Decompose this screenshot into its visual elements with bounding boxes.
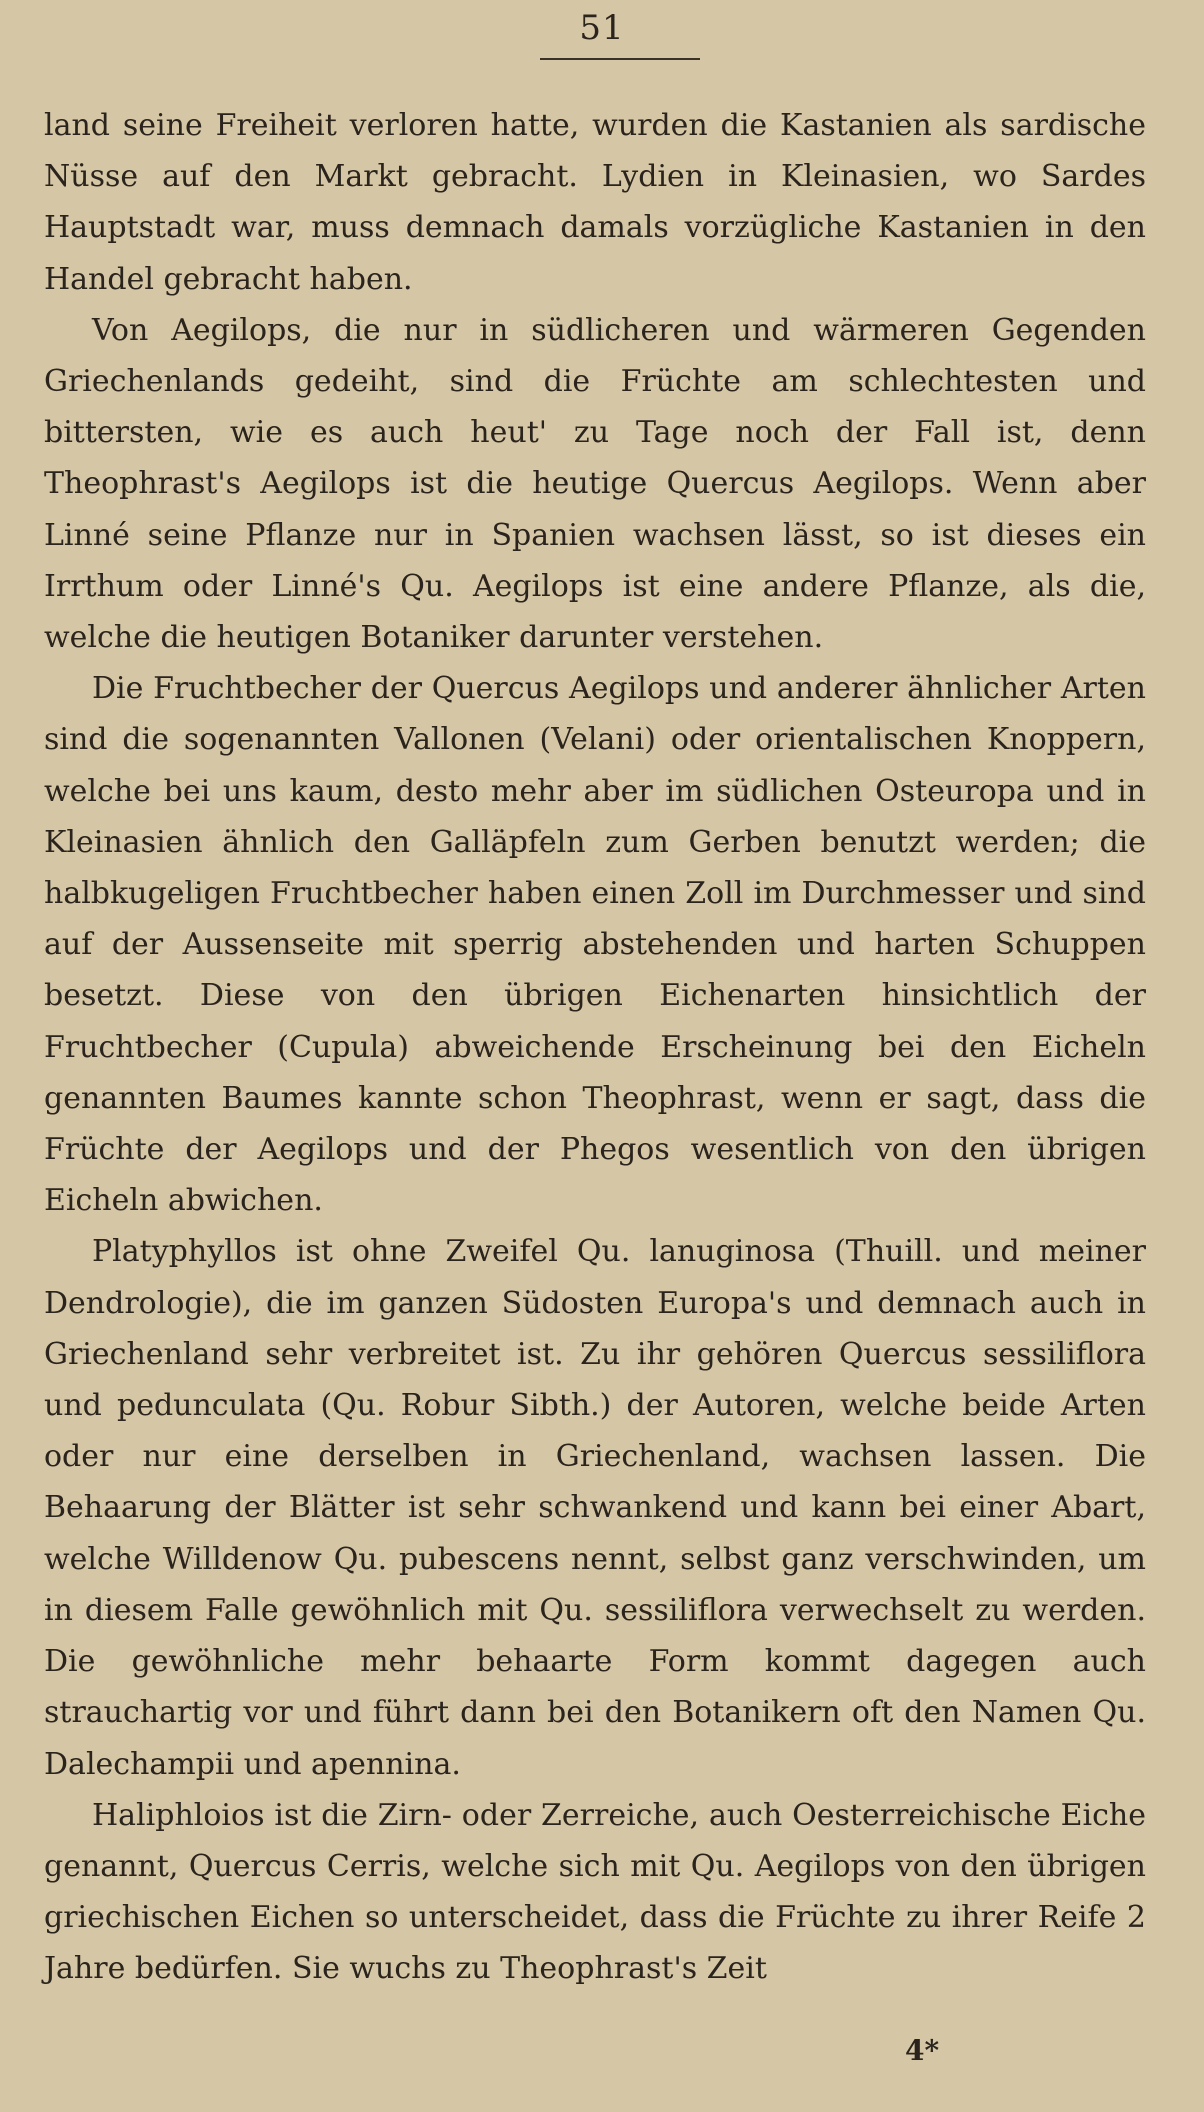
header-rule (540, 58, 700, 60)
paragraph: Haliphloios ist die Zirn- oder Zerreiche, auch Oesterreichische Eiche genannt, Quercus Cerris, welche sich mit Qu. Aegilops von den übrigen griechischen Eichen so unterscheidet, dass die Früchte zu ihrer Reife 2 Jahre bedürfen. Sie wuchs zu Theophrast's Zeit (44, 1797, 1146, 1987)
paragraph: land seine Freiheit verloren hatte, wurden die Kastanien als sardische Nüsse auf den Markt gebracht. Lydien in Kleinasien, wo Sardes Hauptstadt war, muss demnach damals vorzügliche Kastanien in den Handel gebracht haben. (44, 108, 1146, 297)
paragraph: Die Fruchtbecher der Quercus Aegilops und anderer ähnlicher Arten sind die sogenannten Vallonen (Velani) oder orientalischen Knoppern, welche bei uns kaum, desto mehr aber im südlichen Osteuropa und in Kleinasien ähnlich den Galläpfeln zum Gerben benutzt werden; die halbkugeligen Fruchtbecher haben einen Zoll im Durchmesser und sind auf der Aussenseite mit sperrig abstehenden und harten Schuppen besetzt. Diese von den übrigen Eichenarten hinsichtlich der Fruchtbecher (Cupula) abweichende Erscheinung bei den Eicheln genannten Baumes kannte schon Theophrast, wenn er sagt, dass die Früchte der Aegilops und der Phegos wesentlich von den übrigen Eicheln abwichen. (44, 671, 1146, 1219)
body-text (44, 100, 1146, 1995)
page-number: 51 (579, 8, 625, 48)
paragraph: Von Aegilops, die nur in südlicheren und wärmeren Gegenden Griechenlands gedeiht, sind die Früchte am schlechtesten und bittersten, wie es auch heut' zu Tage noch der Fall ist, denn Theophrast's Aegilops ist die heutige Quercus Aegilops. Wenn aber Linné seine Pflanze nur in Spanien wachsen lässt, so ist dieses ein Irrthum oder Linné's Qu. Aegilops ist eine andere Pflanze, als die, welche die heutigen Botaniker darunter verstehen. (44, 312, 1146, 656)
signature-mark: 4* (905, 2034, 940, 2067)
paragraph: Platyphyllos ist ohne Zweifel Qu. lanuginosa (Thuill. und meiner Dendrologie), die im ganzen Südosten Europa's und demnach auch in Griechenland sehr verbreitet ist. Zu ihr gehören Quercus sessiliflora und pedunculata (Qu. Robur Sibth.) der Autoren, welche beide Arten oder nur eine derselben in Griechenland, wachsen lassen. Die Behaarung der Blätter ist sehr schwankend und kann bei einer Abart, welche Willdenow Qu. pubescens nennt, selbst ganz verschwinden, um in diesem Falle gewöhnlich mit Qu. sessiliflora verwechselt zu werden. Die gewöhnliche mehr behaarte Form kommt dagegen auch strauchartig vor und führt dann bei den Botanikern oft den Namen Qu. Dalechampii und apennina. (44, 1234, 1146, 1782)
